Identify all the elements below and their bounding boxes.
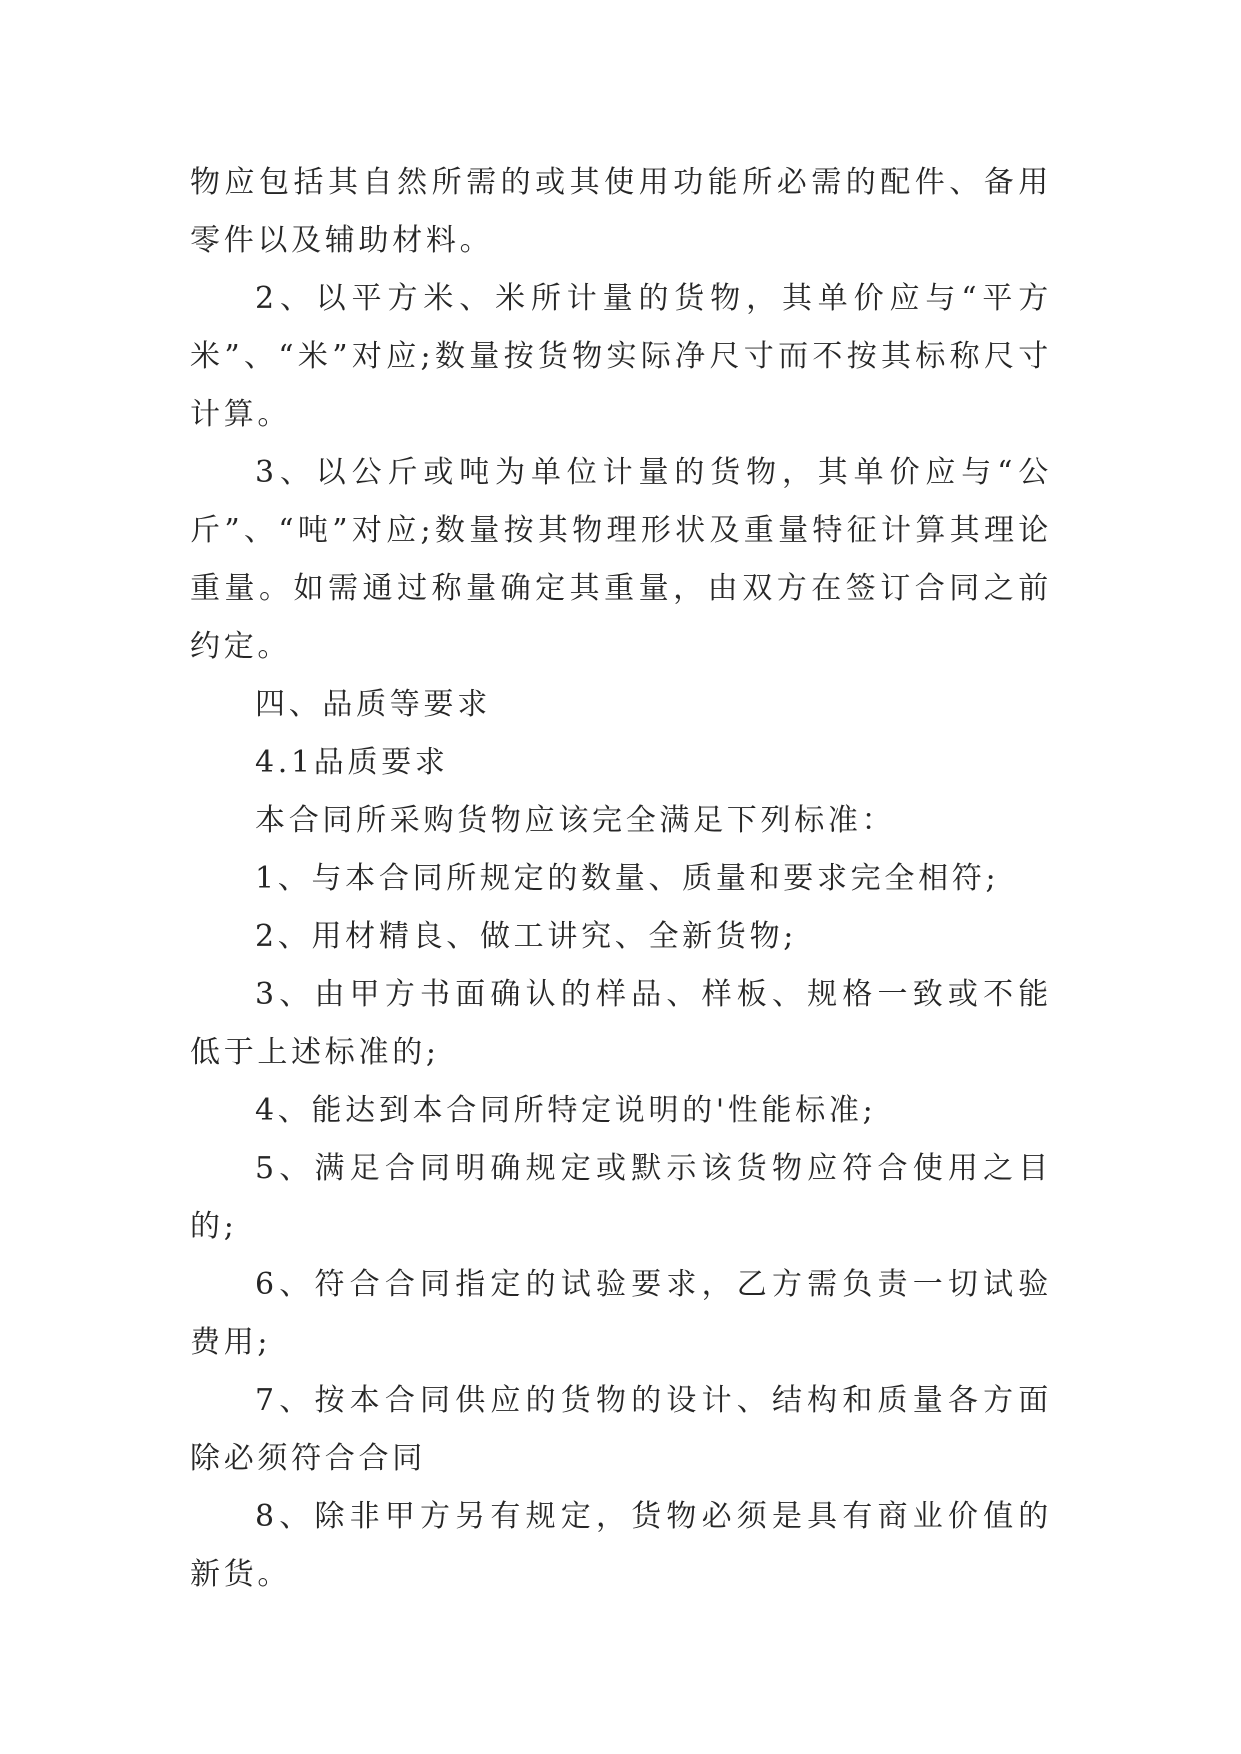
list-item-standard-7: 7、按本合同供应的货物的设计、结构和质量各方面除必须符合合同	[190, 1383, 1052, 1476]
subsection-heading-quality-requirements: 4.1品质要求	[255, 745, 449, 780]
list-item-standard-2: 2、用材精良、做工讲究、全新货物;	[255, 919, 798, 954]
paragraph-item-2-square-meter: 2、以平方米、米所计量的货物，其单价应与“平方米”、“米”对应;数量按货物实际净尺寸而不按其标称尺寸计算。	[190, 281, 1052, 432]
list-item-standard-6: 6、符合合同指定的试验要求，乙方需负责一切试验费用;	[190, 1267, 1052, 1360]
document-body	[190, 154, 1052, 1604]
paragraph-accessories: 物应包括其自然所需的或其使用功能所必需的配件、备用零件以及辅助材料。	[190, 165, 1052, 258]
section-heading-quality: 四、品质等要求	[255, 687, 491, 722]
list-item-standard-1: 1、与本合同所规定的数量、质量和要求完全相符;	[255, 861, 1000, 896]
list-item-standard-3: 3、由甲方书面确认的样品、样板、规格一致或不能低于上述标准的;	[190, 977, 1052, 1070]
list-item-standard-4: 4、能达到本合同所特定说明的'性能标准;	[255, 1093, 877, 1128]
paragraph-standards-intro: 本合同所采购货物应该完全满足下列标准：	[255, 803, 896, 838]
list-item-standard-5: 5、满足合同明确规定或默示该货物应符合使用之目的;	[190, 1151, 1052, 1244]
list-item-standard-8: 8、除非甲方另有规定，货物必须是具有商业价值的新货。	[190, 1499, 1052, 1592]
paragraph-item-3-kilogram-ton: 3、以公斤或吨为单位计量的货物，其单价应与“公斤”、“吨”对应;数量按其物理形状及重量特征计算其理论重量。如需通过称量确定其重量，由双方在签订合同之前约定。	[190, 455, 1052, 664]
